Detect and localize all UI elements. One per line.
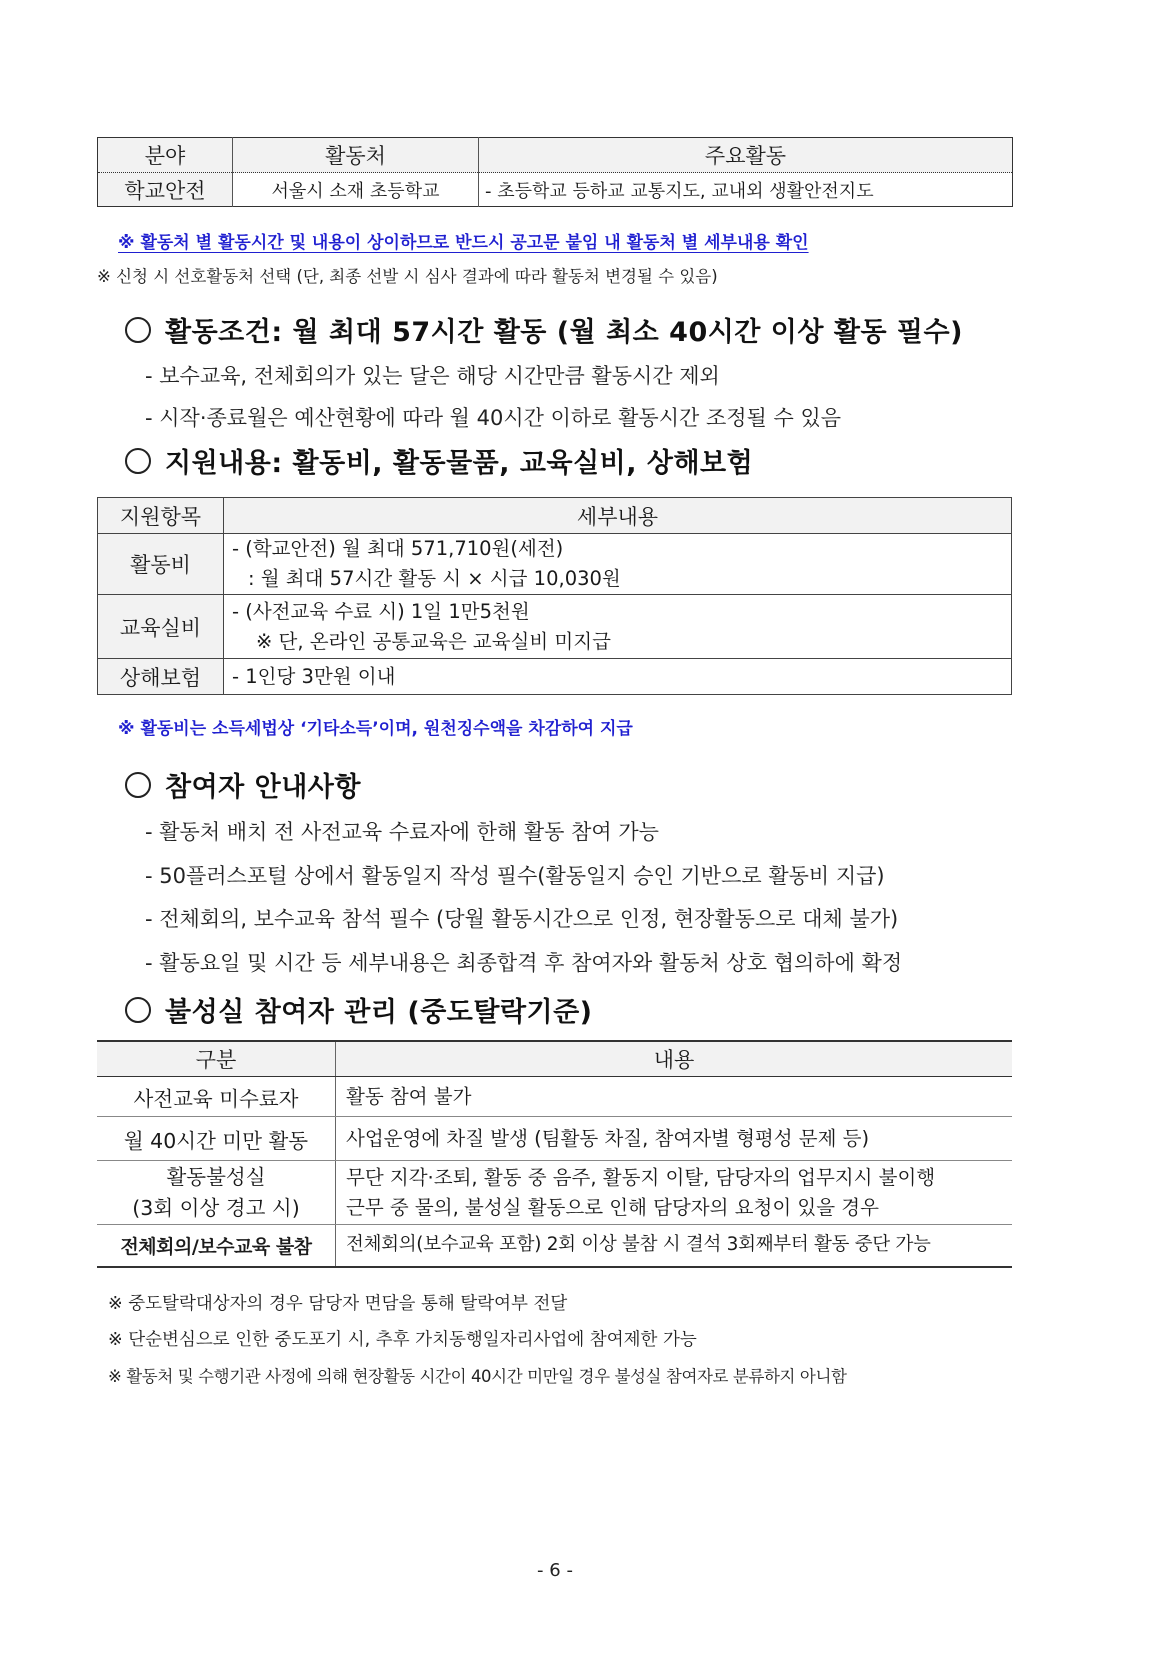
detail-line: - (사전교육 수료 시) 1일 1만5천원 bbox=[232, 599, 530, 623]
note-check-details: ※ 활동처 별 활동시간 및 내용이 상이하므로 반드시 공고문 붙임 내 활동처 별 세부내용 확인 bbox=[118, 233, 809, 253]
detail-line: - 1인당 3만원 이내 bbox=[232, 664, 396, 688]
category-line: (3회 이상 경고 시) bbox=[132, 1195, 300, 1220]
table-row bbox=[97, 1117, 1012, 1161]
detail-line: : 월 최대 57시간 활동 시 × 시급 10,030원 bbox=[248, 567, 621, 590]
content-line: 근무 중 물의, 불성실 활동으로 인해 담당자의 요청이 있을 경우 bbox=[346, 1195, 879, 1219]
heading-participants bbox=[125, 765, 361, 804]
table-row bbox=[98, 659, 1012, 695]
cell-item: 상해보험 bbox=[98, 659, 224, 695]
cell-field: 학교안전 bbox=[98, 173, 233, 207]
note-preferred-place: ※ 신청 시 선호활동처 선택 (단, 최종 선발 시 심사 결과에 따라 활동처 변경될 수 있음) bbox=[97, 267, 718, 286]
table-header-row bbox=[98, 498, 1012, 534]
table-row bbox=[98, 173, 1013, 207]
circle-bullet-icon bbox=[125, 317, 151, 343]
cell-details bbox=[224, 595, 1012, 659]
bullet-item: - 50플러스포털 상에서 활동일지 작성 필수(활동일지 승인 기반으로 활동비 지급) bbox=[145, 864, 885, 888]
cell-category: 사전교육 미수료자 bbox=[97, 1077, 336, 1117]
cell-details bbox=[224, 659, 1012, 695]
bullet-item: - 전체회의, 보수교육 참석 필수 (당월 활동시간으로 인정, 현장활동으로 대체 불가) bbox=[145, 907, 899, 931]
circle-bullet-icon bbox=[125, 997, 151, 1023]
table-header-row bbox=[98, 138, 1013, 173]
cell-category: 월 40시간 미만 활동 bbox=[97, 1117, 336, 1161]
cell-item: 활동비 bbox=[98, 534, 224, 595]
table-row bbox=[97, 1161, 1012, 1225]
detail-line: ※ 단, 온라인 공통교육은 교육실비 미지급 bbox=[256, 629, 611, 653]
column-header-details: 세부내용 bbox=[224, 498, 1012, 534]
column-header-main-activity: 주요활동 bbox=[479, 138, 1013, 173]
cell-content: 사업운영에 차질 발생 (팀활동 차질, 참여자별 형평성 문제 등) bbox=[336, 1117, 1013, 1161]
note-item: ※ 단순변심으로 인한 중도포기 시, 추후 가치동행일자리사업에 참여제한 가능 bbox=[108, 1330, 697, 1350]
column-header-content: 내용 bbox=[336, 1041, 1013, 1077]
heading-conditions bbox=[125, 310, 963, 349]
heading-support bbox=[125, 441, 753, 480]
heading-management bbox=[125, 990, 593, 1029]
cell-content: 전체회의(보수교육 포함) 2회 이상 불참 시 결석 3회째부터 활동 중단 가능 bbox=[336, 1225, 1013, 1267]
heading-text: 지원내용: 활동비, 활동물품, 교육실비, 상해보험 bbox=[165, 448, 754, 479]
cell-category: 전체회의/보수교육 불참 bbox=[97, 1225, 336, 1267]
cell-content: 활동 참여 불가 bbox=[336, 1077, 1013, 1117]
table-row bbox=[97, 1225, 1012, 1267]
detail-line: - (학교안전) 월 최대 571,710원(세전) bbox=[232, 537, 564, 560]
note-item: ※ 활동처 및 수행기관 사정에 의해 현장활동 시간이 40시간 미만일 경우 불성실 참여자로 분류하지 아니함 bbox=[108, 1367, 847, 1386]
bullet-item: - 시작·종료월은 예산현황에 따라 월 40시간 이하로 활동시간 조정될 수 있음 bbox=[145, 406, 842, 430]
cell-place: 서울시 소재 초등학교 bbox=[233, 173, 479, 207]
bullet-item: - 활동요일 및 시간 등 세부내용은 최종합격 후 참여자와 활동처 상호 협의하에 확정 bbox=[145, 951, 903, 975]
cell-main-activity: - 초등학교 등하교 교통지도, 교내외 생활안전지도 bbox=[485, 180, 874, 202]
page-number: - 6 - bbox=[537, 1560, 573, 1581]
cell-details bbox=[224, 534, 1012, 595]
support-table bbox=[97, 497, 1012, 695]
circle-bullet-icon bbox=[125, 772, 151, 798]
note-other-income: ※ 활동비는 소득세법상 ‘기타소득’이며, 원천징수액을 차감하여 지급 bbox=[118, 719, 633, 739]
table-row bbox=[98, 595, 1012, 659]
heading-text: 참여자 안내사항 bbox=[165, 772, 361, 803]
content-line: 무단 지각·조퇴, 활동 중 음주, 활동지 이탈, 담당자의 업무지시 불이행 bbox=[346, 1165, 936, 1189]
column-header-field: 분야 bbox=[98, 138, 233, 173]
bullet-item: - 보수교육, 전체회의가 있는 달은 해당 시간만큼 활동시간 제외 bbox=[145, 364, 720, 388]
table-row bbox=[97, 1077, 1012, 1117]
table-row bbox=[98, 534, 1012, 595]
activity-table bbox=[97, 137, 1013, 207]
column-header-category: 구분 bbox=[97, 1041, 336, 1077]
heading-text: 활동조건: 월 최대 57시간 활동 (월 최소 40시간 이상 활동 필수) bbox=[165, 317, 963, 348]
note-item: ※ 중도탈락대상자의 경우 담당자 면담을 통해 탈락여부 전달 bbox=[108, 1294, 568, 1314]
column-header-item: 지원항목 bbox=[98, 498, 224, 534]
bullet-item: - 활동처 배치 전 사전교육 수료자에 한해 활동 참여 가능 bbox=[145, 820, 659, 844]
cell-content bbox=[336, 1161, 1013, 1225]
management-table bbox=[97, 1040, 1012, 1268]
table-header-row bbox=[97, 1041, 1012, 1077]
heading-text: 불성실 참여자 관리 (중도탈락기준) bbox=[165, 997, 593, 1028]
cell-category bbox=[97, 1161, 336, 1225]
cell-item: 교육실비 bbox=[98, 595, 224, 659]
column-header-place: 활동처 bbox=[233, 138, 479, 173]
circle-bullet-icon bbox=[125, 448, 151, 474]
category-line: 활동불성실 bbox=[166, 1164, 266, 1189]
